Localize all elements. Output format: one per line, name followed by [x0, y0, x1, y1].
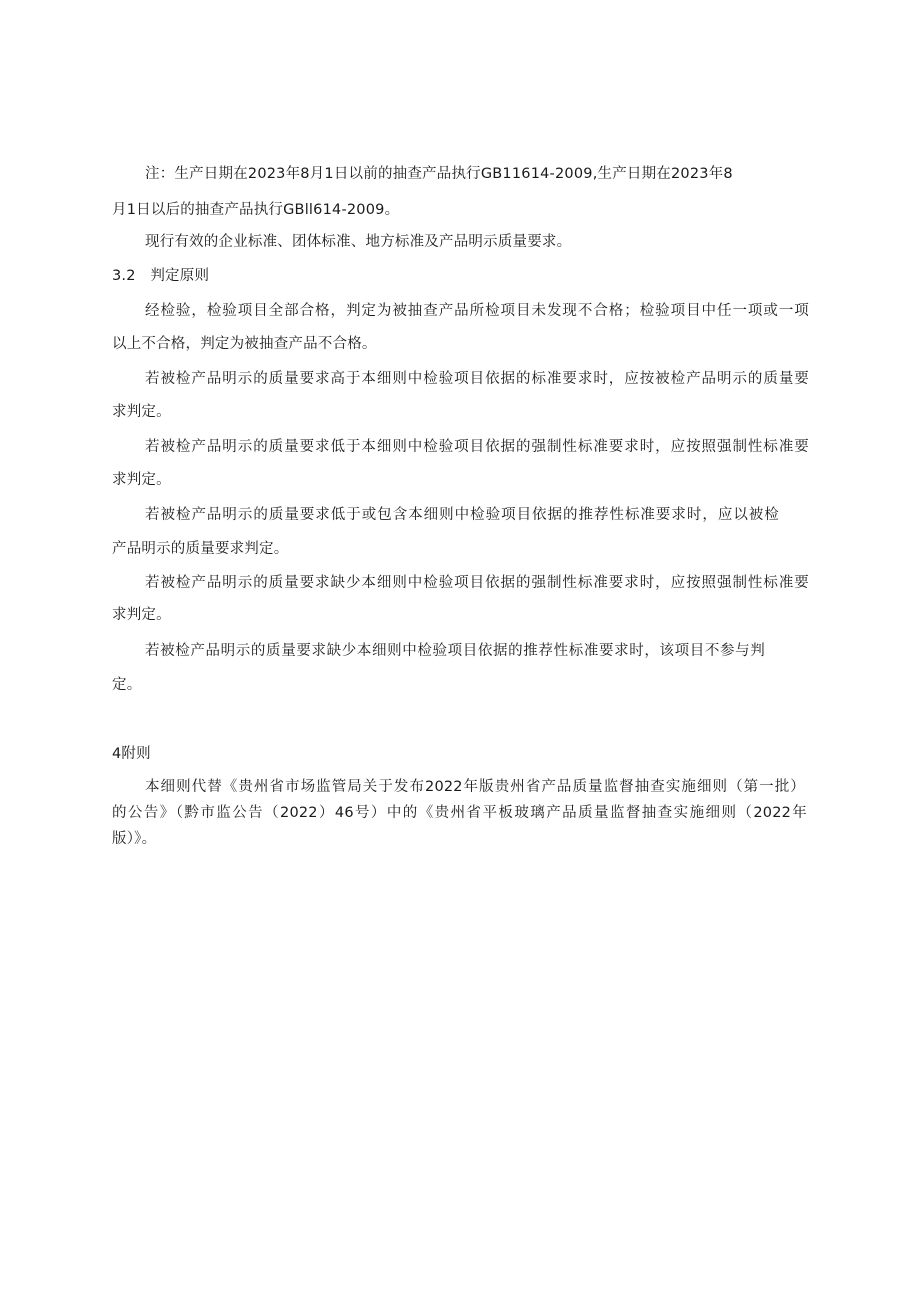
para-4-line-1: 若被检产品明示的质量要求低于或包含本细则中检验项目依据的推荐性标准要求时，应以被检 — [145, 507, 779, 523]
note-line-1: 注：生产日期在2023年8月1日以前的抽查产品执行GB11614-2009,生产日期在2023年8 — [145, 166, 733, 182]
para-6-line-2: 定。 — [112, 677, 142, 693]
para-3-line-2: 求判定。 — [112, 472, 171, 488]
section-4-line-2: 的公告》（黔市监公告（2022）46号）中的《贵州省平板玻璃产品质量监督抽查实施细则（2022年 — [112, 805, 807, 821]
section-4-line-1: 本细则代替《贵州省市场监管局关于发布2022年版贵州省产品质量监督抽查实施细则（第一批） — [145, 779, 805, 795]
para-6-line-1: 若被检产品明示的质量要求缺少本细则中检验项目依据的推荐性标准要求时，该项目不参与判 — [145, 643, 765, 659]
note-line-2: 月1日以后的抽查产品执行GBll614-2009。 — [112, 202, 400, 218]
para-5-line-2: 求判定。 — [112, 607, 171, 623]
section-3-2-heading: 3.2 判定原则 — [112, 268, 210, 284]
para-1-line-2: 以上不合格，判定为被抽查产品不合格。 — [112, 336, 377, 352]
para-3-line-1: 若被检产品明示的质量要求低于本细则中检验项目依据的强制性标准要求时，应按照强制性标准要 — [145, 439, 809, 455]
standards-line: 现行有效的企业标准、团体标准、地方标准及产品明示质量要求。 — [145, 234, 572, 250]
para-2-line-2: 求判定。 — [112, 404, 171, 420]
para-5-line-1: 若被检产品明示的质量要求缺少本细则中检验项目依据的强制性标准要求时，应按照强制性标准要 — [145, 575, 809, 591]
section-4-line-3: 版）》。 — [112, 831, 157, 847]
para-1-line-1: 经检验，检验项目全部合格，判定为被抽查产品所检项目未发现不合格；检验项目中任一项或一项 — [145, 303, 809, 319]
section-4-heading: 4附则 — [112, 746, 151, 762]
para-4-line-2: 产品明示的质量要求判定。 — [112, 541, 289, 557]
para-2-line-1: 若被检产品明示的质量要求高于本细则中检验项目依据的标准要求时，应按被检产品明示的质量要 — [145, 371, 809, 387]
